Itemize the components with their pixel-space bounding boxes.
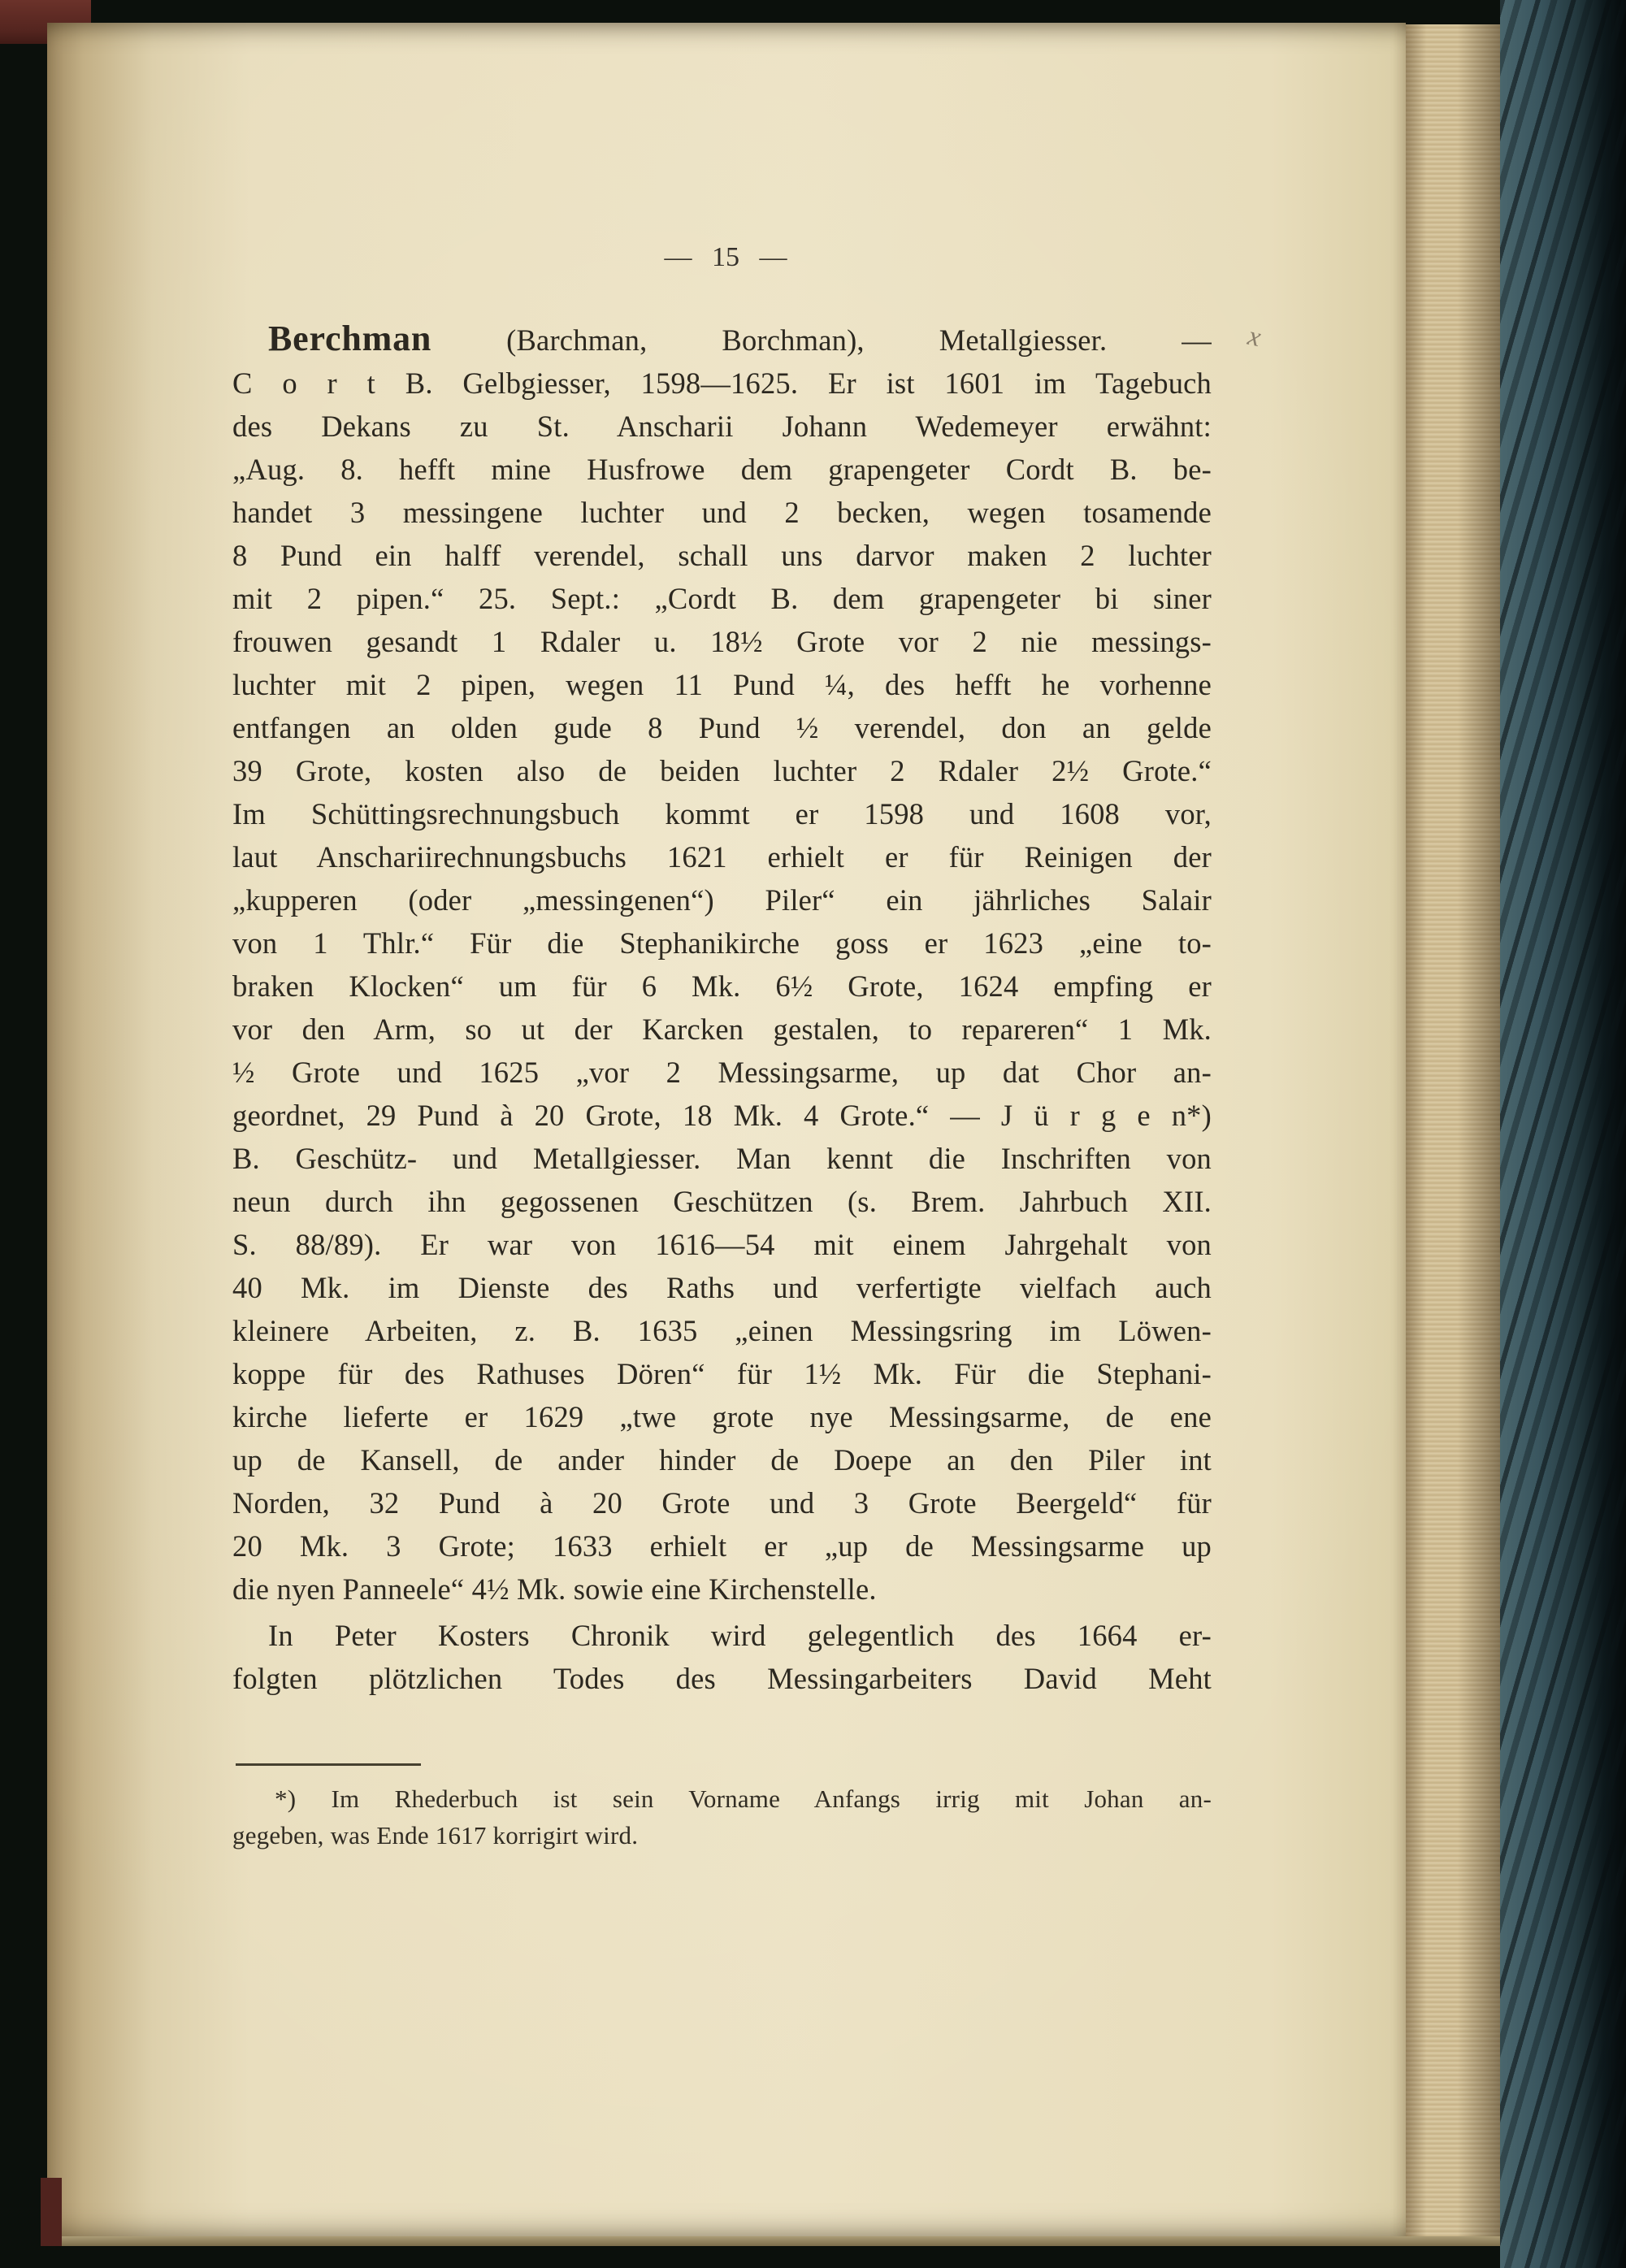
text-line: kirche lieferte er 1629 „twe grote nye Messingsarme, de ene	[232, 1400, 1212, 1433]
book-page	[47, 23, 1406, 2236]
text-line: kleinere Arbeiten, z. B. 1635 „einen Messingsring im Löwen-	[232, 1314, 1212, 1347]
text-line: 8 Pund ein halff verendel, schall uns darvor maken 2 luchter	[232, 539, 1212, 572]
text-line: von 1 Thlr.“ Für die Stephanikirche goss er 1623 „eine to-	[232, 926, 1212, 960]
footnote-separator	[236, 1763, 421, 1766]
footnote	[232, 1780, 1212, 1854]
bottom-page-edge	[59, 2236, 1500, 2246]
text-line: *) Im Rhederbuch ist sein Vorname Anfangs irrig mit Johan an-	[275, 1784, 1212, 1813]
text-line: 39 Grote, kosten also de beiden luchter 2 Rdaler 2½ Grote.“	[232, 754, 1212, 787]
text-line: „Aug. 8. hefft mine Husfrowe dem grapengeter Cordt B. be-	[232, 453, 1212, 486]
page-number: — 15 —	[664, 242, 787, 272]
text-line: geordnet, 29 Pund à 20 Grote, 18 Mk. 4 Grote.“ — J ü r g e n*)	[232, 1099, 1212, 1132]
book-cover	[1500, 0, 1626, 2268]
text-line: 40 Mk. im Dienste des Raths und verfertigte vielfach auch	[232, 1271, 1212, 1304]
text-line: up de Kansell, de ander hinder de Doepe an den Piler int	[232, 1443, 1212, 1477]
text-line: „kupperen (oder „messingenen“) Piler“ ein jährliches Salair	[232, 883, 1212, 917]
text-line: des Dekans zu St. Anscharii Johann Wedemeyer erwähnt:	[232, 410, 1212, 443]
text-line: braken Klocken“ um für 6 Mk. 6½ Grote, 1624 empfing er	[232, 969, 1212, 1003]
article-text	[232, 317, 1212, 1854]
text-line: laut Anschariirechnungsbuchs 1621 erhielt er für Reinigen der	[232, 840, 1212, 874]
article-headword: Berchman	[268, 319, 432, 358]
text-line: folgten plötzlichen Todes des Messingarbeiters David Meht	[232, 1662, 1212, 1695]
text-line: mit 2 pipen.“ 25. Sept.: „Cordt B. dem grapengeter bi siner	[232, 582, 1212, 615]
text-line: frouwen gesandt 1 Rdaler u. 18½ Grote vor 2 nie messings-	[232, 625, 1212, 658]
text-line: In Peter Kosters Chronik wird gelegentlich des 1664 er-	[268, 1619, 1212, 1652]
text-line: C o r t B. Gelbgiesser, 1598—1625. Er ist 1601 im Tagebuch	[232, 366, 1212, 400]
text-line: neun durch ihn gegossenen Geschützen (s. Brem. Jahrbuch XII.	[232, 1185, 1212, 1218]
text-line: ½ Grote und 1625 „vor 2 Messingsarme, up dat Chor an-	[232, 1056, 1212, 1089]
text-line: gegeben, was Ende 1617 korrigirt wird.	[232, 1821, 639, 1850]
article-first-line	[232, 317, 1212, 362]
text-line: entfangen an olden gude 8 Pund ½ verendel, don an gelde	[232, 711, 1212, 744]
text-line: vor den Arm, so ut der Karcken gestalen, to repareren“ 1 Mk.	[232, 1013, 1212, 1046]
margin-pencil-mark: x	[1245, 320, 1264, 353]
text-line: B. Geschütz- und Metallgiesser. Man kennt die Inschriften von	[232, 1142, 1212, 1175]
text-line: S. 88/89). Er war von 1616—54 mit einem Jahrgehalt von	[232, 1228, 1212, 1261]
article-first-line-rest: (Barchman, Borchman), Metallgiesser. —	[506, 323, 1212, 357]
page-edges	[1406, 24, 1500, 2236]
text-line: Norden, 32 Pund à 20 Grote und 3 Grote Beergeld“ für	[232, 1486, 1212, 1520]
text-line: luchter mit 2 pipen, wegen 11 Pund ¼, des hefft he vorhenne	[232, 668, 1212, 701]
text-line: die nyen Panneele“ 4½ Mk. sowie eine Kirchenstelle.	[232, 1572, 877, 1606]
text-line: handet 3 messingene luchter und 2 becken, wegen tosamende	[232, 496, 1212, 529]
text-line: Im Schüttingsrechnungsbuch kommt er 1598 und 1608 vor,	[232, 797, 1212, 830]
article-paragraph-2	[232, 1614, 1212, 1700]
text-line: koppe für des Rathuses Dören“ für 1½ Mk. Für die Stephani-	[232, 1357, 1212, 1390]
spine-bottom-fragment	[41, 2178, 62, 2246]
article-paragraph-1	[232, 362, 1212, 1611]
text-line: 20 Mk. 3 Grote; 1633 erhielt er „up de Messingsarme up	[232, 1529, 1212, 1563]
